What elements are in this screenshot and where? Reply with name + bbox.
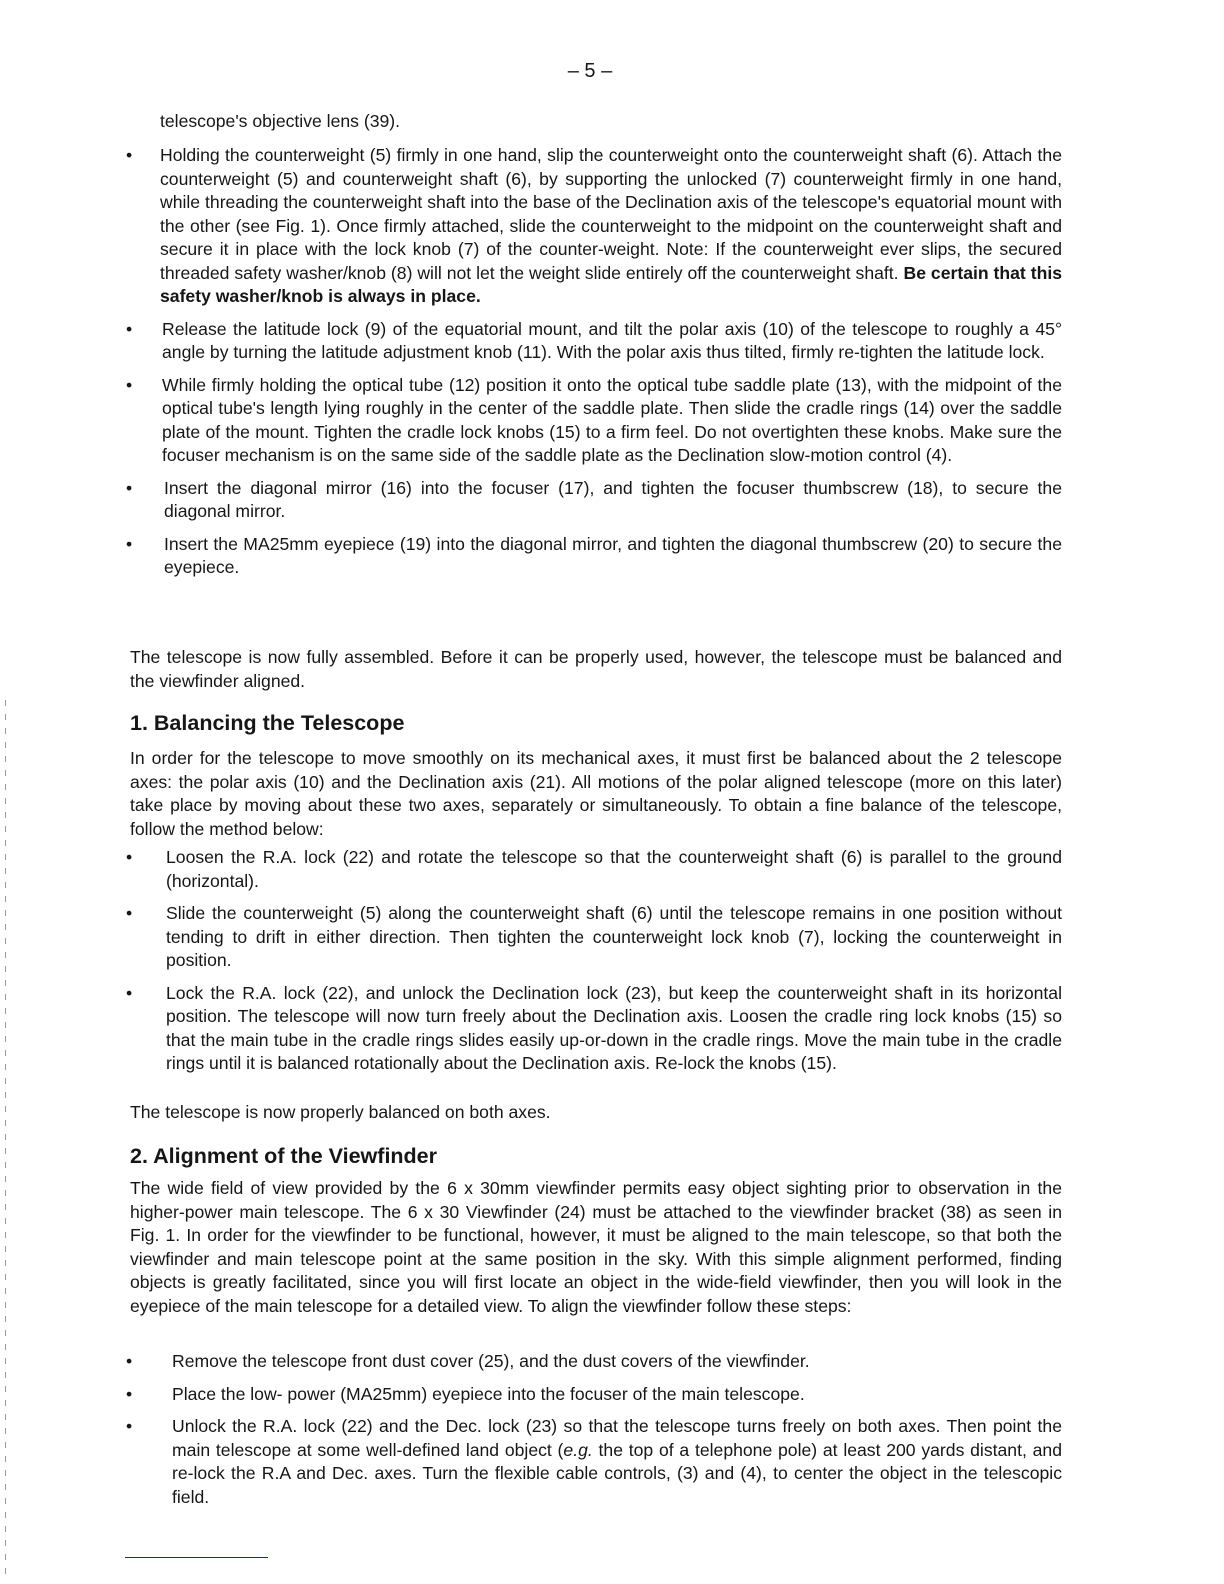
scan-edge-artifact [5, 700, 6, 1580]
assembly-steps-list [118, 144, 1062, 589]
section-heading-balancing: 1. Balancing the Telescope [130, 711, 405, 735]
list-item [118, 1415, 1062, 1509]
list-item [118, 533, 1062, 580]
list-item [118, 318, 1062, 365]
list-item [118, 144, 1062, 309]
list-item [118, 374, 1062, 468]
section2-intro: The wide field of view provided by the 6 x 30mm viewfinder permits easy object sighting prior to observation in the higher-power main telescope. The 6 x 30 Viewfinder (24) must be attached to the viewfinder bracket (38) as seen in Fig. 1. In order for the viewfinder to be functional, however, it must be aligned to the main telescope, so that both the viewfinder and main telescope point at the same position in the sky. With this simple alignment performed, finding objects is greatly facilitated, since you will first locate an object in the wide-field viewfinder, then you will look in the eyepiece of the main telescope for a detailed view. To align the viewfinder follow these steps: [130, 1178, 1062, 1316]
item-text: Place the low- power (MA25mm) eyepiece into the focuser of the main telescope. [172, 1383, 805, 1404]
item-text: Insert the diagonal mirror (16) into the focuser (17), and tighten the focuser thumbscrew (18), to secure the diagonal mirror. [164, 477, 1062, 521]
section1-closing: The telescope is now properly balanced on both axes. [130, 1102, 551, 1122]
item-text: the top of a telephone pole) at least 200 yards distant, and re-lock the R.A and Dec. axes. Turn the flexible cable controls, (3) and (4), to center the object in the telescopic field. [172, 1439, 1062, 1507]
list-item [118, 846, 1062, 893]
item-text: Insert the MA25mm eyepiece (19) into the diagonal mirror, and tighten the diagonal thumbscrew (20) to secure the eyepiece. [164, 533, 1062, 577]
continuation-text: telescope's objective lens (39). [160, 111, 401, 131]
section1-intro: In order for the telescope to move smoothly on its mechanical axes, it must first be balanced about the 2 telescope axes: the polar axis (10) and the Declination axis (21). All motions of the polar aligned telescope (more on this later) take place by moving about these two axes, separately or simultaneously. To obtain a fine balance of the telescope, follow the method below: [130, 748, 1062, 839]
assembled-note: The telescope is now fully assembled. Before it can be properly used, however, the telescope must be balanced and the viewfinder aligned. [130, 647, 1062, 691]
alignment-steps-list [118, 1350, 1062, 1518]
list-item [118, 982, 1062, 1076]
list-item [118, 1350, 1062, 1374]
footnote-rule [125, 1557, 268, 1558]
item-text: Unlock the R.A. lock (22) and the Dec. lock (23) so that the telescope turns freely on both axes. Then point the main telescope at some well-defined land object ( [172, 1416, 1062, 1460]
item-italic: e.g. [563, 1439, 593, 1460]
item-text: While firmly holding the optical tube (12) position it onto the optical tube saddle plate (13), with the midpoint of the optical tube's length lying roughly in the center of the saddle plate. Then slide the cradle rings (14) over the saddle plate of the mount. Tighten the cradle lock knobs (15) to a firm feel. Do not overtighten these knobs. Make sure the focuser mechanism is on the same side of the saddle plate as the Declination slow-motion control (4). [162, 374, 1062, 465]
item-text: Remove the telescope front dust cover (25), and the dust covers of the viewfinder. [172, 1351, 810, 1371]
item-text: Release the latitude lock (9) of the equatorial mount, and tilt the polar axis (10) of the telescope to roughly a 45° angle by turning the latitude adjustment knob (11). With the polar axis thus tilted, firmly re-tighten the latitude lock. [162, 318, 1062, 362]
list-item [118, 902, 1062, 973]
item-text: Loosen the R.A. lock (22) and rotate the telescope so that the counterweight shaft (6) is parallel to the ground (horizontal). [166, 847, 1062, 891]
item-text: Lock the R.A. lock (22), and unlock the Declination lock (23), but keep the counterweight shaft in its horizontal position. The telescope will now turn freely about the Declination axis. Loosen the cradle ring lock knobs (15) so that the main tube in the cradle rings slides easily up-or-down in the cradle rings. Move the main tube in the cradle rings until it is balanced rotationally about the Declination axis. Re-lock the knobs (15). [166, 982, 1062, 1073]
page-number: – 5 – [567, 60, 613, 82]
item-text: Holding the counterweight (5) firmly in one hand, slip the counterweight onto the counterweight shaft (6). Attach the counterweight (5) and counterweight shaft (6), by supporting the unlocked (7) counterweight firmly in one hand, while threading the counterweight shaft into the base of the Declination axis of the telescope's equatorial mount with the other (see Fig. 1). Once firmly attached, slide the counterweight to the midpoint on the counterweight shaft and secure it in place with the lock knob (7) of the counter-weight. Note: If the counterweight ever slips, the secured threaded safety washer/knob (8) will not let the weight slide entirely off the counterweight shaft. [160, 145, 1062, 283]
balancing-steps-list [118, 846, 1062, 1085]
list-item [118, 477, 1062, 524]
item-text: Slide the counterweight (5) along the counterweight shaft (6) until the telescope remains in one position without tending to drift in either direction. Then tighten the counterweight lock knob (7), locking the counterweight in position. [166, 903, 1062, 970]
list-item [118, 1383, 1062, 1407]
warning-text: Be certain that this safety washer/knob is always in place. [160, 262, 1062, 306]
section-heading-viewfinder: 2. Alignment of the Viewfinder [130, 1144, 438, 1168]
